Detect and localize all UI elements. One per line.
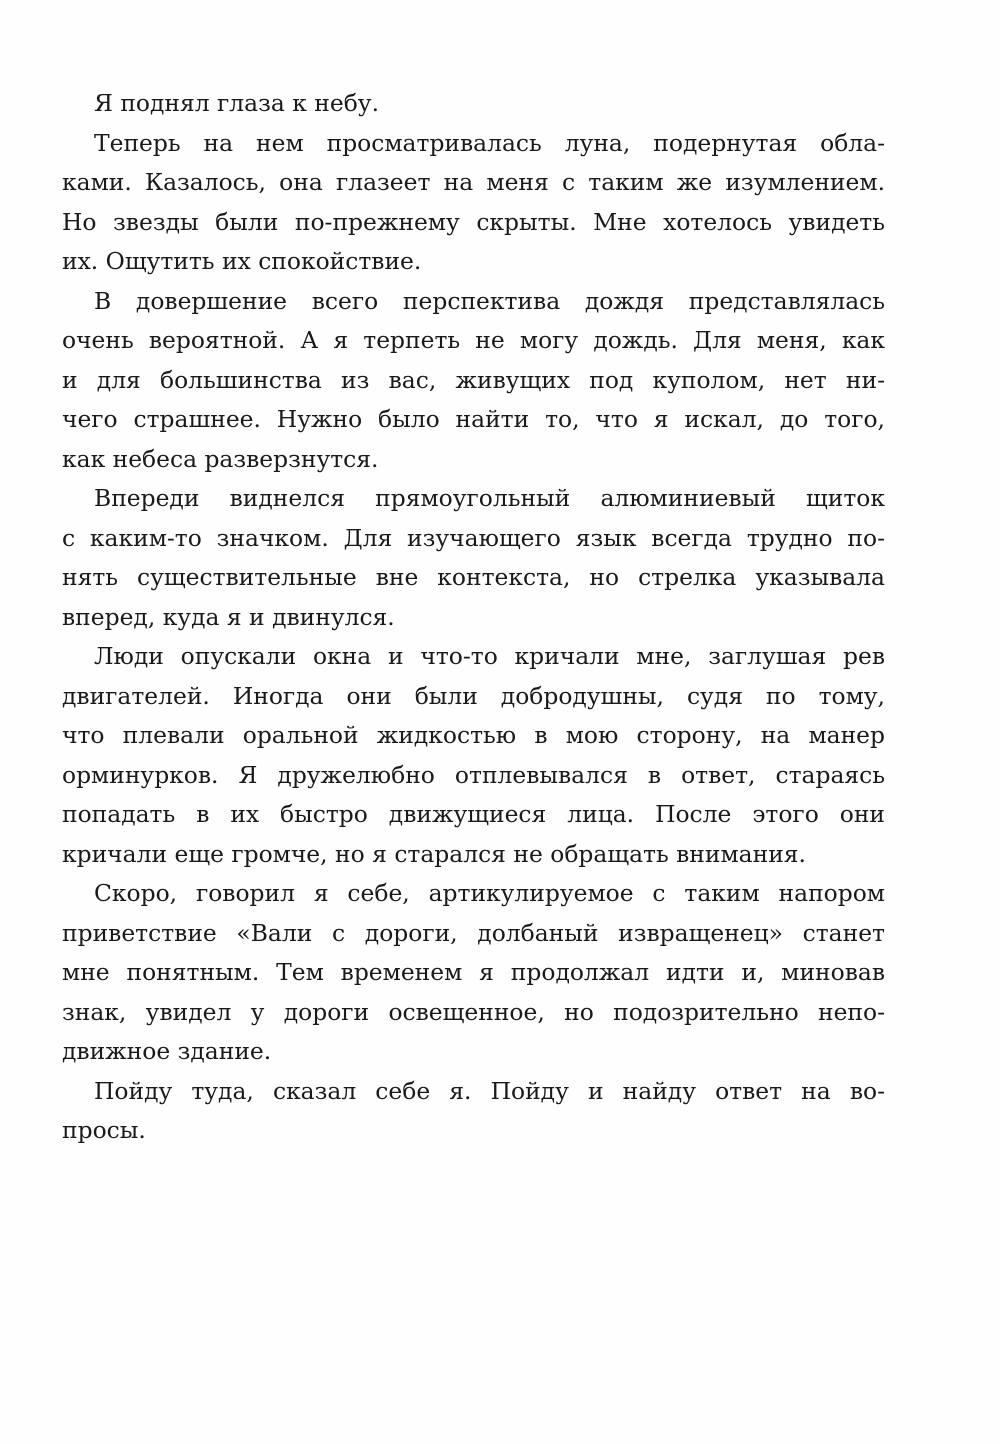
- paragraph-line: кричали еще громче, но я старался не обращать внимания.: [62, 839, 806, 868]
- paragraph-line: попадать в их быстро движущиеся лица. После этого они: [62, 800, 885, 828]
- paragraph-line: с каким-то значком. Для изучающего язык всегда трудно по-: [62, 523, 885, 552]
- paragraph-line: приветствие «Вали с дороги, долбаный извращенец» станет: [62, 918, 885, 947]
- paragraph-line: В довершение всего перспектива дождя представлялась: [94, 286, 885, 315]
- paragraph-line: Впереди виднелся прямоугольный алюминиевый щиток: [94, 484, 885, 512]
- paragraph-line: Но звезды были по-прежнему скрыты. Мне хотелось увидеть: [62, 207, 885, 236]
- paragraph-line: Люди опускали окна и что-то кричали мне, заглушая рев: [94, 642, 885, 670]
- paragraph-2: [62, 124, 885, 282]
- paragraph-line: ками. Казалось, она глазеет на меня с таким же изумлением.: [62, 168, 885, 196]
- paragraph-line: что плевали оральной жидкостью в мою сторону, на манер: [62, 721, 885, 749]
- paragraph-line: их. Ощутить их спокойствие.: [62, 247, 422, 275]
- paragraph-line: вперед, куда я и двинулся.: [62, 602, 395, 631]
- paragraph-7: [62, 1072, 885, 1151]
- paragraph-line: Пойду туда, сказал себе я. Пойду и найду ответ на во-: [94, 1076, 885, 1105]
- paragraph-line: знак, увидел у дороги освещенное, но подозрительно непо-: [62, 997, 885, 1026]
- paragraph-1: [62, 84, 885, 124]
- page-text: [62, 84, 885, 1151]
- paragraph-4: [62, 479, 885, 637]
- paragraph-line: нять существительные вне контекста, но стрелка указывала: [62, 563, 885, 591]
- paragraph-line: мне понятным. Тем временем я продолжал идти и, миновав: [62, 958, 885, 986]
- paragraph-line: и для большинства из вас, живущих под куполом, нет ни-: [62, 365, 885, 394]
- paragraph-5: [62, 637, 885, 874]
- paragraph-line: как небеса разверзнутся.: [62, 444, 379, 473]
- paragraph-line: чего страшнее. Нужно было найти то, что я искал, до того,: [62, 405, 885, 433]
- paragraph-line: просы.: [62, 1116, 146, 1144]
- paragraph-line: Я поднял глаза к небу.: [94, 89, 380, 117]
- paragraph-line: очень вероятной. А я терпеть не могу дождь. Для меня, как: [62, 326, 885, 354]
- paragraph-line: Скоро, говорил я себе, артикулируемое с таким напором: [94, 879, 885, 907]
- paragraph-line: движное здание.: [62, 1037, 272, 1065]
- paragraph-line: орминурков. Я дружелюбно отплевывался в ответ, стараясь: [62, 760, 885, 789]
- paragraph-line: Теперь на нем просматривалась луна, подернутая обла-: [94, 128, 885, 157]
- paragraph-3: [62, 282, 885, 480]
- paragraph-line: двигателей. Иногда они были добродушны, судя по тому,: [62, 681, 885, 710]
- paragraph-6: [62, 874, 885, 1072]
